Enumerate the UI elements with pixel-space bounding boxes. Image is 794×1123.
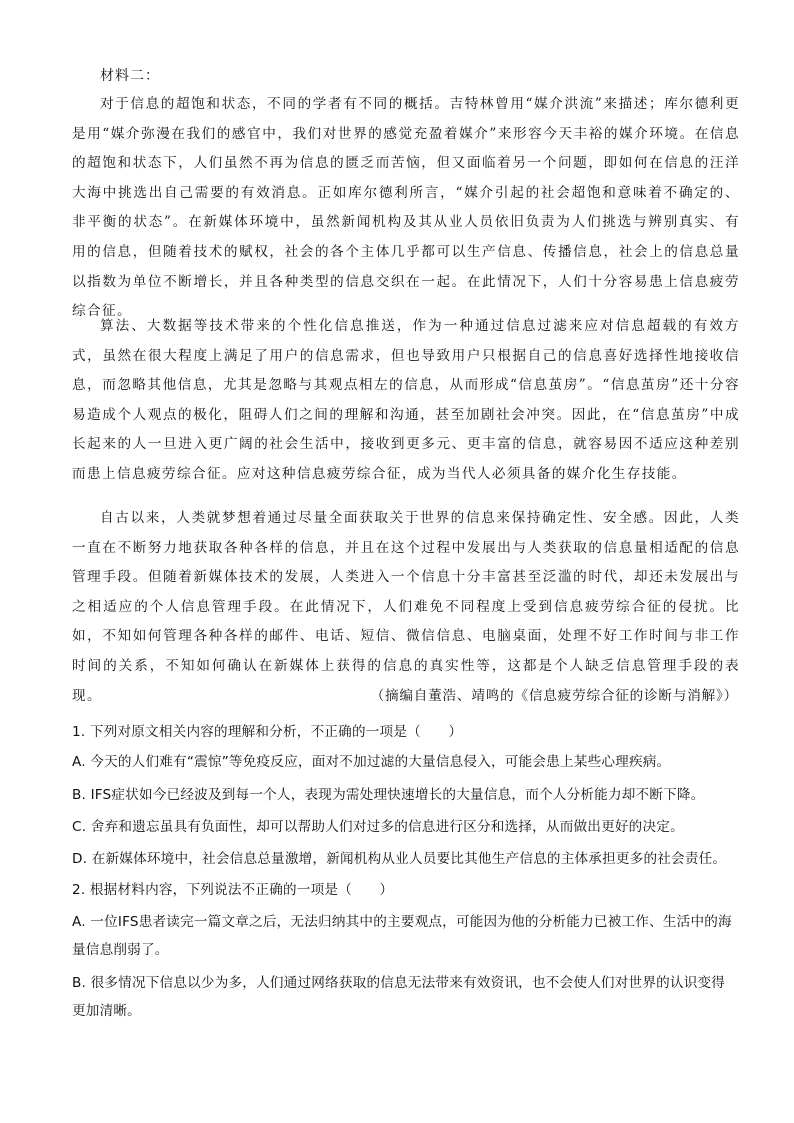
material-paragraph: 自古以来，人类就梦想着通过尽量全面获取关于世界的信息来保持确定性、安全感。因此，人类一直在不断努力地获取各种各样的信息，并且在这个过程中发展出与人类获取的信息量相适配的信息管理手段。但随着新媒体技术的发展，人类进入一个信息十分丰富甚至泛滥的时代，却还未发展出与之相适应的个人信息管理手段。在此情况下，人们难免不同程度上受到信息疲劳综合征的侵扰。比如，不知如何管理各种各样的邮件、电话、短信、微信信息、电脑桌面，处理不好工作时间与非工作时间的关系，不知如何确认在新媒体上获得的信息的真实性等，这都是个人缺乏信息管理手段的表现。 [72,510,740,704]
answer-option: C. 舍弃和遗忘虽具有负面性，却可以帮助人们对过多的信息进行区分和选择，从而做出更好的决定。 [72,819,684,835]
material-heading: 材料二： [100,68,160,84]
answer-option: B. IFS症状如今已经波及到每一个人，表现为需处理快速增长的大量信息，而个人分析能力却不断下降。 [72,787,705,803]
source-citation: （摘编自董浩、靖鸣的《信息疲劳综合征的诊断与消解》） [370,688,738,704]
material-paragraph: 对于信息的超饱和状态，不同的学者有不同的概括。吉特林曾用“媒介洪流”来描述；库尔德利更是用“媒介弥漫在我们的感官中，我们对世界的感觉充盈着媒介”来形容今天丰裕的媒介环境。在信息的超饱和状态下，人们虽然不再为信息的匮乏而苦恼，但又面临着另一个问题，即如何在信息的汪洋大海中挑选出自己需要的有效消息。正如库尔德利所言，“媒介引起的社会超饱和意味着不确定的、非平衡的状态”。在新媒体环境中，虽然新闻机构及其从业人员依旧负责为人们挑选与辨别真实、有用的信息，但随着技术的赋权，社会的各个主体几乎都可以生产信息、传播信息，社会上的信息总量以指数为单位不断增长，并且各种类型的信息交织在一起。在此情况下，人们十分容易患上信息疲劳综合征。 [72,96,740,320]
material-paragraph: 算法、大数据等技术带来的个性化信息推送，作为一种通过信息过滤来应对信息超载的有效方式，虽然在很大程度上满足了用户的信息需求，但也导致用户只根据自己的信息喜好选择性地接收信息，而忽略其他信息，尤其是忽略与其观点相左的信息，从而形成“信息茧房”。“信息茧房”还十分容易造成个人观点的极化，阻碍人们之间的理解和沟通，甚至加剧社会冲突。因此，在“信息茧房”中成长起来的人一旦进入更广阔的社会生活中，接收到更多元、更丰富的信息，就容易因不适应这种差别而患上信息疲劳综合征。应对这种信息疲劳综合征，成为当代人必须具备的媒介化生存技能。 [72,318,740,482]
answer-option: A. 今天的人们难有“震惊”等免疫反应，面对不加过滤的大量信息侵入，可能会患上某些心理疾病。 [72,754,671,770]
question-stem: 1. 下列对原文相关内容的理解和分析，不正确的一项是（ ） [72,724,463,740]
answer-option: A. 一位IFS患者读完一篇文章之后，无法归纳其中的主要观点，可能因为他的分析能力已被工作、生活中的海量信息削弱了。 [72,914,732,958]
answer-option: D. 在新媒体环境中，社会信息总量激增，新闻机构从业人员要比其他生产信息的主体承担更多的社会责任。 [72,851,727,867]
question-stem: 2. 根据材料内容，下列说法不正确的一项是（ ） [72,882,394,898]
answer-option: B. 很多情况下信息以少为多，人们通过网络获取的信息无法带来有效资讯，也不会使人们对世界的认识变得更加清晰。 [72,975,726,1019]
